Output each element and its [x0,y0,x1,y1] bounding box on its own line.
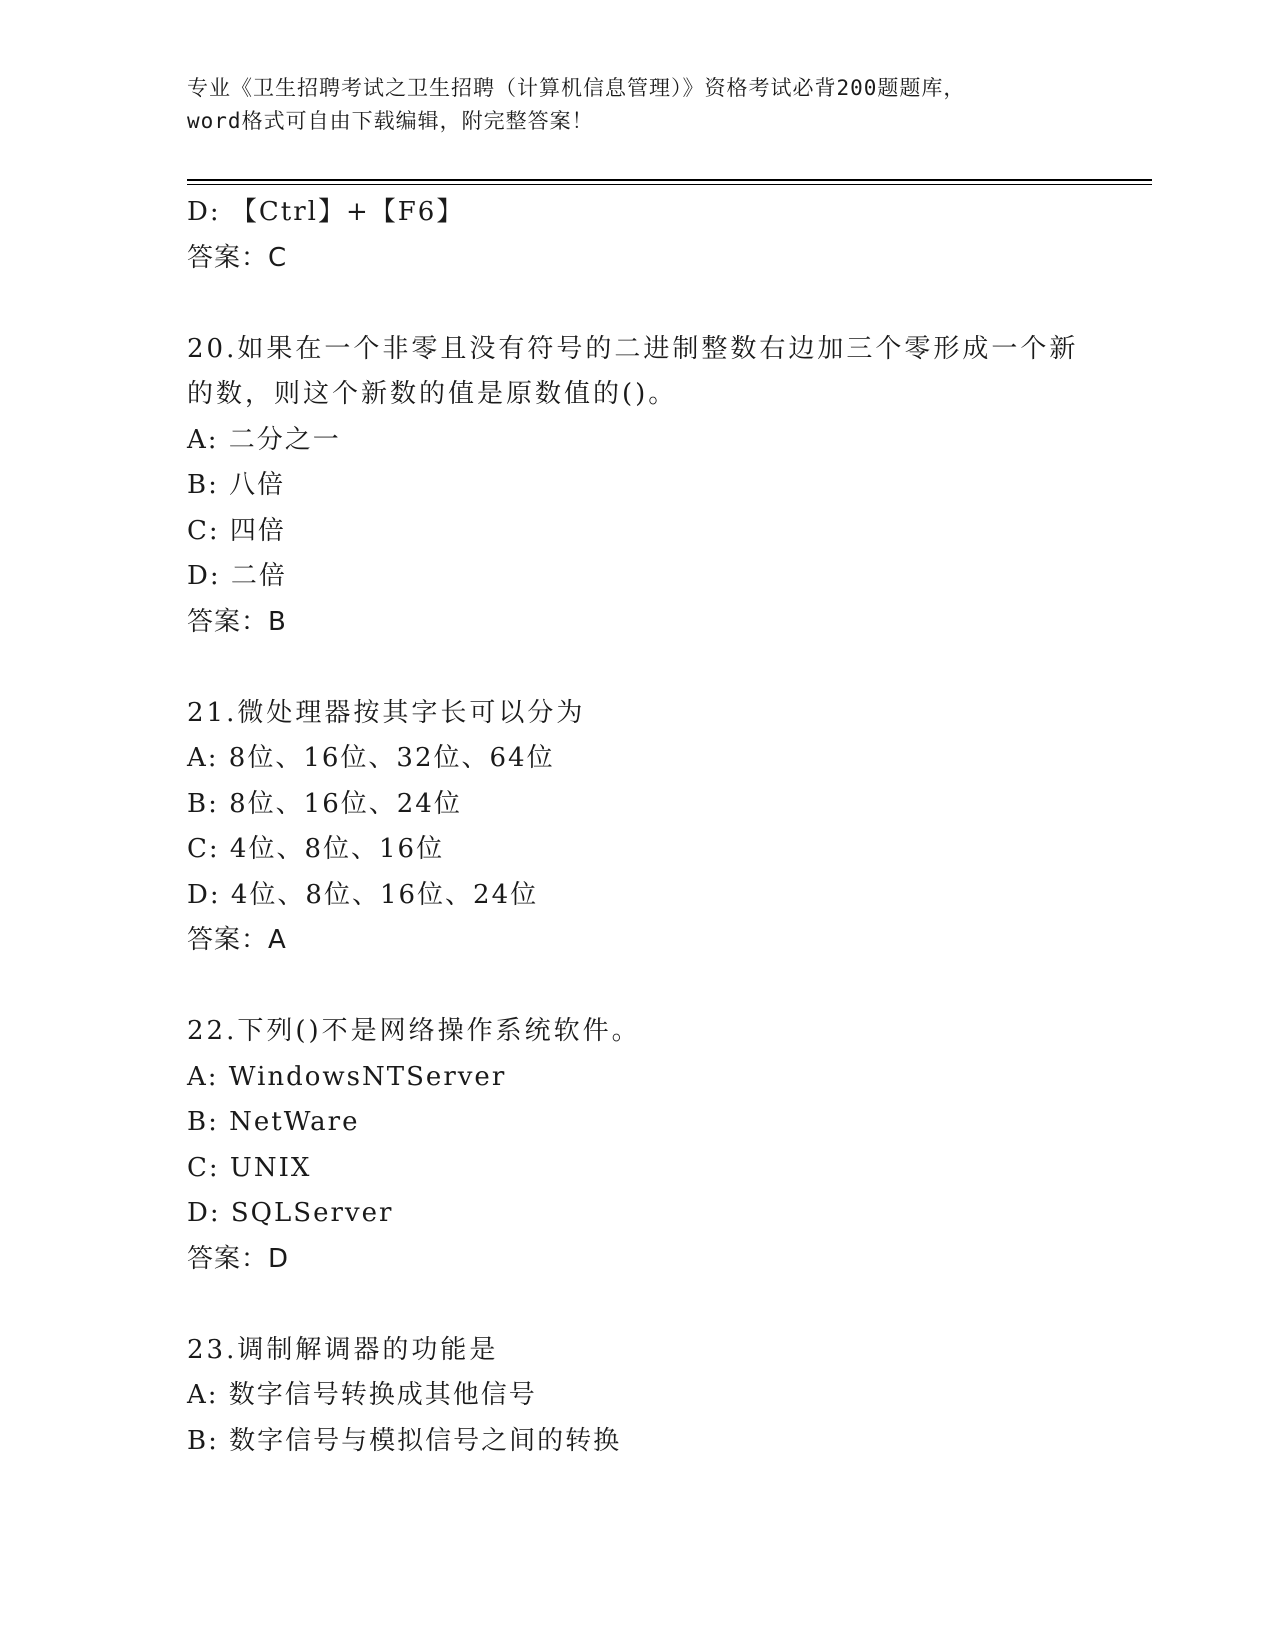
option-a: A: 二分之一 [187,424,341,455]
spacer [187,281,1152,327]
answer: 答案：A [187,925,287,955]
spacer [187,1282,1152,1328]
document-page [187,0,1152,1650]
header-line-2: word格式可自由下载编辑，附完整答案！ [187,109,594,133]
spacer [187,645,1152,691]
question-19-tail [187,190,1152,281]
question-23 [187,1328,1152,1465]
option-a: A: WindowsNTServer [187,1061,507,1092]
document-header [187,72,1087,138]
option-d: D: 【Ctrl】+【F6】 [187,197,465,227]
option-a: A: 数字信号转换成其他信号 [187,1380,537,1410]
header-divider-thick [187,179,1152,181]
question-20 [187,327,1152,646]
option-b: B: NetWare [187,1107,360,1137]
answer: 答案：D [187,1243,290,1274]
header-divider-thin [187,184,1152,185]
option-b: B: 数字信号与模拟信号之间的转换 [187,1425,622,1456]
question-22 [187,1009,1152,1282]
question-stem: 23.调制解调器的功能是 [187,1334,499,1365]
answer: 答案：B [187,606,287,637]
question-list [187,190,1152,1464]
header-line-1: 专业《卫生招聘考试之卫生招聘（计算机信息管理）》资格考试必背200题题库， [187,76,966,100]
option-d: D: SQLServer [187,1198,394,1228]
question-stem: 20.如果在一个非零且没有符号的二进制整数右边加三个零形成一个新 [187,333,1079,364]
option-a: A: 8位、16位、32位、64位 [187,743,555,773]
answer: 答案：C [187,242,288,273]
option-b: B: 八倍 [187,470,286,500]
question-stem: 的数，则这个新数的值是原数值的()。 [187,379,678,409]
question-stem: 21.微处理器按其字长可以分为 [187,697,586,728]
spacer [187,964,1152,1010]
option-d: D: 二倍 [187,561,287,591]
option-c: C: 四倍 [187,515,286,546]
question-21 [187,691,1152,964]
question-stem: 22.下列()不是网络操作系统软件。 [187,1016,641,1046]
option-c: C: 4位、8位、16位 [187,834,445,864]
option-d: D: 4位、8位、16位、24位 [187,879,539,910]
option-c: C: UNIX [187,1152,312,1183]
option-b: B: 8位、16位、24位 [187,788,462,819]
